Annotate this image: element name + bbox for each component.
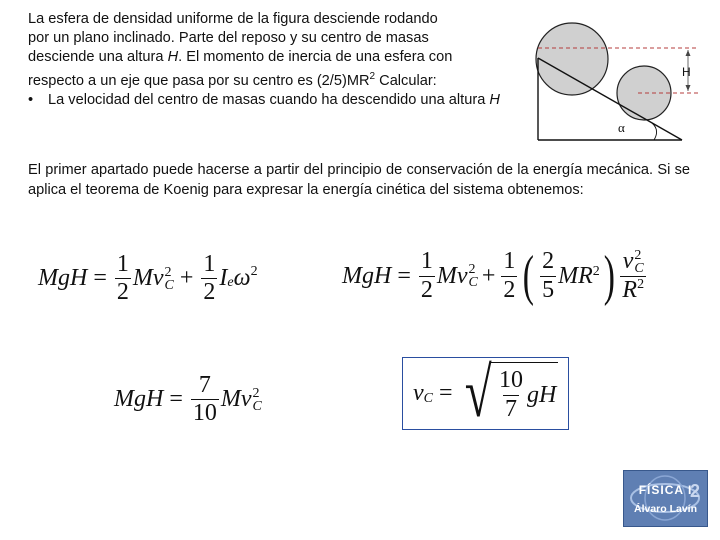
sup-sub [165, 266, 174, 292]
fraction [201, 252, 217, 305]
eq-term: Mv [220, 386, 252, 413]
subscript: C [634, 261, 644, 277]
numerator: 1 [420, 248, 433, 275]
fraction [620, 249, 646, 304]
explanation-paragraph: El primer apartado puede hacerse a partir del principio de conservación de la energía mecánica. Si se aplica el teorema de Koenig para expresar la energía cinética del sistema obtenemos: [28, 162, 690, 198]
fraction [497, 368, 525, 421]
equation-result [402, 357, 569, 430]
eq-term: MgH [38, 265, 88, 292]
intro-line [28, 48, 508, 67]
numerator [621, 249, 646, 276]
bullet-mark: • [28, 91, 34, 108]
eq-term: v [413, 380, 424, 406]
arrow-head-up [686, 50, 691, 56]
eq-term: MgH [114, 386, 164, 413]
superscript: 2 [250, 264, 258, 279]
sup-sub [469, 263, 478, 289]
intro-text: respecto a un eje que pasa por su centro es (2/5)MR [28, 72, 370, 89]
equation-energy-expanded [342, 245, 648, 307]
logo-title: FÍSICA I [638, 483, 693, 497]
fraction [115, 252, 131, 305]
superscript: 2 [164, 264, 172, 280]
bullet-text [48, 91, 500, 110]
height-label: H [682, 65, 691, 79]
intro-line: La esfera de densidad uniforme de la figura desciende rodando [28, 11, 438, 27]
subscript: e [227, 275, 234, 291]
radical-sign: √ [464, 355, 492, 432]
denominator: 2 [203, 279, 216, 306]
equation-simplified [114, 373, 262, 426]
sup-sub [634, 249, 643, 275]
denominator: 10 [192, 400, 217, 427]
denominator [620, 276, 646, 303]
numerator: 10 [498, 367, 523, 394]
sup-sub [253, 387, 262, 413]
incline-figure [530, 16, 715, 146]
numerator: 1 [116, 251, 129, 277]
denominator: 2 [420, 276, 433, 303]
superscript: 2 [468, 262, 476, 277]
bullet-item [28, 91, 508, 110]
eq-term: I [219, 265, 228, 292]
arrow-head-down [686, 85, 691, 91]
svg-text:2: 2 [690, 481, 701, 501]
logo-author: Álvaro Lavín [633, 503, 698, 515]
left-paren: ( [523, 245, 535, 307]
numerator: 1 [503, 248, 516, 275]
superscript: 2 [637, 277, 645, 293]
eq-term: Mv [436, 262, 468, 289]
logo-swirl-icon [624, 471, 707, 526]
eq-term: Mv [132, 265, 164, 292]
superscript: 2 [252, 385, 260, 401]
eq-term: MgH [342, 262, 392, 289]
equation-energy [38, 252, 258, 305]
eq-term: gH [526, 381, 557, 408]
course-logo [623, 470, 708, 527]
bullet-text-part: La velocidad del centro de masas cuando ha descendido una altura [48, 91, 490, 108]
intro-text: desciende una altura [28, 49, 168, 65]
fraction [191, 373, 219, 426]
denominator: 7 [504, 395, 517, 422]
eq-term: v [622, 247, 634, 274]
square-root [459, 355, 559, 432]
superscript: 2 [369, 71, 376, 82]
eq-sign: = [93, 265, 107, 292]
height-symbol: H [489, 91, 500, 108]
intro-text: Calcular: [375, 72, 437, 89]
subscript: C [423, 391, 433, 406]
numerator: 1 [203, 251, 216, 277]
eq-sign: = [169, 386, 183, 413]
intro-line: por un plano inclinado. Parte del reposo y su centro de masas [28, 30, 429, 46]
eq-sign: + [179, 265, 194, 292]
intro-line [28, 67, 508, 91]
subscript: C [164, 277, 174, 293]
height-symbol: H [167, 49, 179, 65]
subscript: C [252, 398, 262, 414]
eq-sign: = [439, 380, 453, 406]
eq-term: MR [558, 262, 593, 289]
numerator: 2 [542, 248, 555, 275]
fraction [540, 249, 556, 302]
denominator: 2 [503, 276, 516, 303]
sphere-top [536, 23, 608, 95]
fraction [501, 249, 517, 302]
superscript: 2 [592, 264, 600, 279]
problem-statement [28, 10, 508, 110]
eq-sign: = [397, 262, 411, 289]
angle-label: α [618, 120, 625, 135]
subscript: C [468, 275, 478, 290]
right-paren: ) [603, 245, 615, 307]
eq-term: ω [233, 265, 251, 292]
eq-sign: + [481, 262, 496, 289]
eq-term: R [622, 277, 638, 304]
fraction [419, 249, 435, 302]
intro-text: . El momento de inercia de una esfera con [178, 49, 453, 65]
denominator: 5 [542, 276, 555, 303]
superscript: 2 [634, 248, 642, 264]
denominator: 2 [116, 279, 129, 306]
radicand [491, 362, 558, 425]
numerator: 7 [198, 372, 211, 398]
